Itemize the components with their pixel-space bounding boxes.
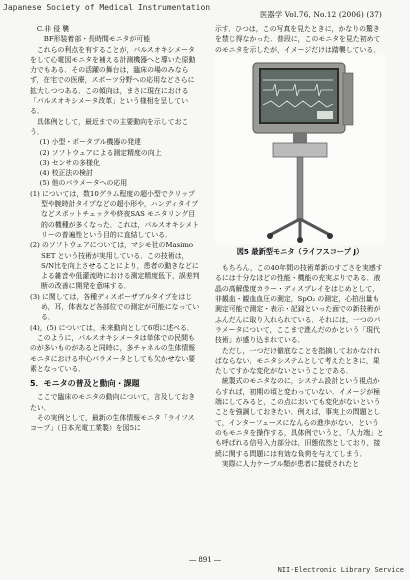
paragraph: ただし，一つだけ徹底なことを指摘しておかなければならない．モニタシステムとして考えたときに，果たしてすかな変化がないということである． bbox=[215, 346, 381, 376]
note-paragraph: (2) のソフトウェアについては，マシモ社のMasimo SET という技術が実用している．この技術は，S/N比を向上させることにより，患者の動きなどによる雑音や低灌流時における測定精度低下，誤差判断の改善に開発を意味する． bbox=[30, 241, 200, 291]
paragraph: ここで臨床のモニタの動向について，言及しておきたい． bbox=[30, 393, 196, 412]
list-item: (2) ソフトウェアによる測定精度の向上 bbox=[39, 148, 162, 157]
note-paragraph: (4)，(5) については，未来動向として6項に述べる． bbox=[30, 323, 194, 332]
paragraph: 具体例として，最近までの主要動向を示しておこう． bbox=[30, 117, 189, 136]
monitor-photo bbox=[215, 55, 385, 245]
section-c-subheading: BF形装着部・長時間モニタが可能 bbox=[43, 35, 151, 44]
paragraph: このように，パルスオキシメータは単体での民間ものが多いものがあると同時に，多チャネルの生体情報モニタにおける中心パラメータとしても欠かせない要素となっている． bbox=[30, 333, 196, 373]
section-5-heading: 5．モニタの普及と動向・課題 bbox=[30, 379, 140, 389]
list-item: (1) 小型・ポータブル機器の発達 bbox=[39, 138, 141, 147]
list-item: (3) センサの多様化 bbox=[39, 158, 100, 167]
list-item: (4) 校正法の検討 bbox=[39, 169, 93, 178]
note-paragraph: (3) に関しては，各種ディスポーザブルタイプをはじめ，耳，体表など各部位での測定が可能になっている． bbox=[30, 292, 200, 322]
paragraph: 実際に人力ケーブル類が患者に接続されたと bbox=[221, 459, 360, 468]
section-c-heading: C.非 侵 襲 bbox=[36, 25, 70, 33]
running-header: 医器学 Vol.76, No.12 (2006) (37) bbox=[260, 10, 382, 19]
right-column bbox=[215, 24, 385, 469]
paragraph: これらの利点を有することが，パルスオキシメータをして心電図モニタを補える計測機器へと導いた原動力でもある．その活躍の舞台は，臨床の場のみならず，在宅での医療，スポーツ分野への応用などさらに拡大しつつある．この傾向は，まさに現在における「パルスオキシメータ改革」という様相を呈している． bbox=[30, 45, 196, 116]
library-footer: NII-Electronic Library Service bbox=[277, 566, 404, 574]
paragraph: その実例として，最新の生体情報モニタ「ライフスコープ」（日本光電工業製）を図5に bbox=[30, 413, 195, 433]
page-number: ― 891 ― bbox=[189, 556, 221, 564]
note-paragraph: (1) については，数10グラム程度の超小型でクリップ型や腕時計タイプなどの超小形や，ハンディタイプなどスポットチェックや終夜SAS モニタリング目的の機種が多くなった．これは，パルスオキシメトリーの普遍性という目的に直結している． bbox=[30, 189, 200, 239]
paragraph: もちろん，この40年間の技術革新のすごさを実感するには十分なほどの性能・機能の充実ぶりである．液晶の高解像度カラー・ディスプレイをはじめとして，非観血・観血血圧の測定，SpO₂ の測定，心拍出量も測定可能で測定・表示・記録といった面での新技術がふんだんに取り入れられている．それには，一つのパラメータについて，ここまで進んだのかという「現代技術」が盛り込まれている． bbox=[215, 264, 383, 345]
paragraph: 統製式のモニタなのに，システム設計という視点からすれば，初期の頃と変わっていない．イメージが極端にしてみると，この点においても変化がないということを強調しておきたい．例えば，事実上の問題として，インターフェースになんらの進歩がない．というのもモニタを操作する，具体例でいうと，「人力端」とも呼ばれる信号入力部分は，旧態依然としており，接続に関する問題には有効な負荷を与えてしまう． bbox=[215, 377, 384, 458]
figure-caption: 図5 最新型モニタ（ライフスコープ J） bbox=[236, 246, 364, 256]
left-column bbox=[30, 24, 200, 434]
list-item: (5) 他のパラメータへの応用 bbox=[39, 179, 128, 188]
paragraph: 示す．ひつは，この写真を見たときに，かなりの驚きを禁じ得なかった．普段に，このモニタを見た初めてのモニタを示したが，イメージだけは踏襲している． bbox=[215, 25, 381, 54]
society-header: Japanese Society of Medical Instrumentation bbox=[3, 3, 211, 12]
